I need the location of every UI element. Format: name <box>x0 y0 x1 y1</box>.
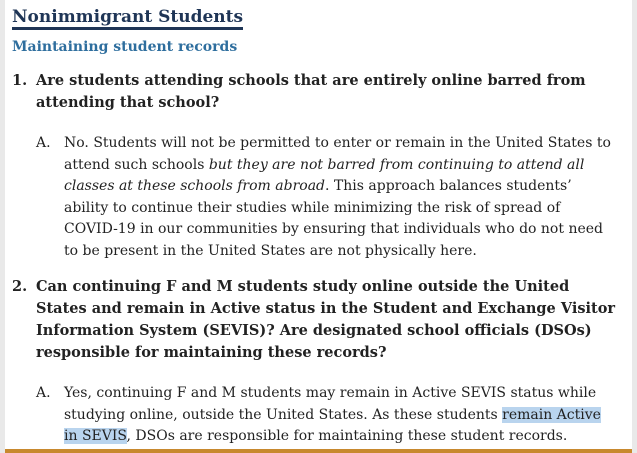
document-page <box>5 0 632 453</box>
question-text: Can continuing F and M students study online outside the United States and remain in Active status in the Student and Exchange Visitor Information System (SEVIS)? Are designated school officials (DSOs) responsible for maintaining these records? <box>36 278 616 361</box>
answer-text <box>64 133 618 262</box>
answer-text-part: No. Students will not be permitted to enter or remain in the United States to attend such schools <box>64 135 611 173</box>
qa-item-1 <box>12 70 618 262</box>
section-subtitle: Maintaining student records <box>12 39 238 55</box>
answer-text-part: Yes, continuing F and M students may remain in Active SEVIS status while studying online, outside the United States. As these students <box>64 385 597 423</box>
question-number: 2. <box>12 278 28 295</box>
question-1 <box>12 70 618 114</box>
answer-text <box>64 383 618 448</box>
answer-1 <box>36 133 618 262</box>
qa-item-2 <box>12 276 618 448</box>
question-text: Are students attending schools that are entirely online barred from attending that school? <box>36 72 586 111</box>
page-title: Nonimmigrant Students <box>12 7 243 30</box>
answer-2 <box>36 383 618 448</box>
answer-letter: A. <box>36 135 51 151</box>
answer-text-part: , DSOs are responsible for maintaining these student records. <box>126 428 568 444</box>
answer-italic-text: but they are not barred from continuing to attend all classes at these schools from abroad <box>64 156 585 194</box>
question-number: 1. <box>12 72 28 89</box>
question-2 <box>12 276 618 364</box>
answer-letter: A. <box>36 385 51 401</box>
answer-text-part: . This approach balances students’ ability to continue their studies while minimizing the risk of spread of COVID-19 in our communities by ensuring that individuals who do not need to be present in the United States are not physically here. <box>64 178 603 259</box>
bottom-accent-bar <box>5 449 632 453</box>
highlighted-text-selection[interactable]: remain Active in SEVIS <box>64 406 601 444</box>
